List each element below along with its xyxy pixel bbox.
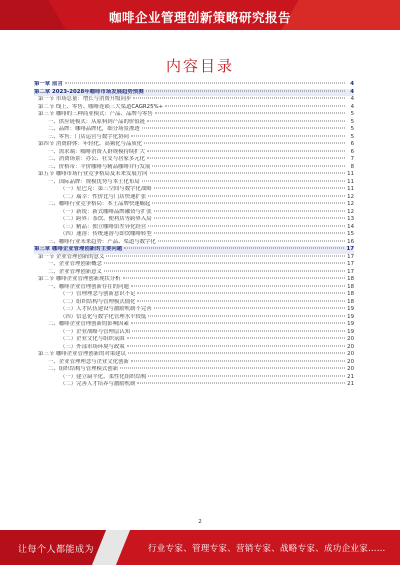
toc-entry-page: 12: [347, 208, 354, 215]
toc-entry[interactable]: [34, 276, 354, 284]
toc-leader-dots: [147, 158, 345, 159]
toc-entry-page: 12: [347, 201, 354, 207]
toc-leader-dots: [152, 203, 345, 204]
header-banner: [0, 0, 400, 30]
toc-leader-dots: [127, 345, 345, 346]
toc-entry[interactable]: [34, 254, 354, 262]
toc-entry-page: 5: [350, 126, 354, 132]
toc-entry-label: 二、咖啡企业管理创新的影响因素: [48, 321, 129, 327]
table-of-contents: [34, 81, 354, 389]
toc-entry[interactable]: [34, 239, 354, 247]
toc-entry-page: 20: [347, 351, 354, 357]
toc-entry[interactable]: [34, 156, 354, 164]
toc-entry-label: 第二节 线上、零售、咖啡连锁三大渠道CAGR25%+: [38, 103, 164, 110]
toc-entry[interactable]: [34, 359, 354, 367]
toc-leader-dots: [131, 323, 345, 324]
toc-entry[interactable]: [34, 284, 354, 292]
toc-entry-label: （一）新锐：新式咖啡品牌融资与扩张: [60, 208, 152, 215]
toc-entry-page: 18: [347, 291, 354, 297]
toc-entry[interactable]: [34, 306, 354, 314]
report-title: 咖啡企业管理创新策略研究报告: [108, 10, 291, 25]
toc-entry-label: 二、企业管理创新意义: [48, 268, 102, 275]
toc-entry-label: 三、零售：门店运营与数字化协同: [48, 133, 129, 140]
toc-entry-page: 7: [350, 156, 354, 162]
toc-entry-page: 4: [350, 81, 354, 87]
toc-entry-label: 第一节 市场总量：增长与消费升级同步: [38, 96, 132, 102]
toc-entry[interactable]: [34, 269, 354, 277]
toc-entry[interactable]: [34, 149, 354, 157]
toc-entry-label: 第二章 2023-2028年咖啡市场发展趋势预测: [34, 88, 144, 95]
toc-entry-page: 18: [347, 283, 354, 290]
toc-entry-label: 一、咖啡企业管理创新存在的问题: [48, 283, 129, 290]
toc-leader-dots: [131, 135, 345, 136]
toc-entry-page: 8: [350, 163, 354, 170]
toc-leader-dots: [158, 240, 345, 241]
toc-leader-dots: [137, 383, 345, 384]
toc-entry-page: 6: [350, 148, 354, 155]
toc-entry-page: 18: [347, 276, 354, 282]
toc-entry-page: 16: [347, 238, 354, 245]
toc-leader-dots: [165, 105, 345, 106]
toc-entry-page: 20: [347, 366, 354, 372]
toc-entry-page: 5: [350, 118, 354, 125]
toc-leader-dots: [104, 270, 345, 271]
toc-leader-dots: [106, 255, 345, 256]
toc-leader-dots: [154, 233, 345, 234]
toc-entry[interactable]: [34, 126, 354, 134]
toc-entry-page: 19: [347, 321, 354, 327]
toc-entry-label: （一）建立扁平化、柔性化组织结构: [60, 373, 147, 380]
toc-entry[interactable]: [34, 344, 354, 352]
toc-entry[interactable]: [34, 179, 354, 187]
toc-leader-dots: [154, 210, 345, 211]
toc-entry[interactable]: [34, 111, 354, 119]
toc-entry-label: （一）企业战略与管理层认知: [60, 328, 131, 335]
toc-entry-page: 17: [347, 268, 354, 275]
toc-entry[interactable]: [34, 81, 354, 89]
toc-entry[interactable]: [34, 119, 354, 127]
toc-leader-dots: [144, 143, 345, 144]
toc-entry-label: 二、咖啡行业竞争格局：本土品牌快速崛起: [48, 201, 151, 207]
toc-entry-label: 一、企业管理理念与企业文化创新: [48, 358, 129, 365]
toc-entry-page: 4: [350, 103, 354, 110]
toc-leader-dots: [137, 293, 345, 294]
toc-leader-dots: [154, 308, 345, 309]
toc-entry-label: （三）人才队伍建设与激励机制不完善: [60, 306, 152, 312]
toc-entry-label: （二）组织结构与管理模式僵化: [60, 298, 136, 305]
toc-entry[interactable]: [34, 314, 354, 322]
toc-leader-dots: [148, 315, 345, 316]
toc-entry-label: 一、供应链模式：从原料到产品的价值链: [48, 118, 146, 125]
toc-entry[interactable]: [34, 104, 354, 112]
toc-entry-page: 11: [347, 178, 354, 185]
toc-entry[interactable]: [34, 246, 354, 254]
toc-leader-dots: [154, 188, 345, 189]
toc-entry[interactable]: [34, 321, 354, 329]
toc-entry[interactable]: [34, 224, 354, 232]
toc-entry-page: 5: [350, 111, 354, 117]
toc-entry[interactable]: [34, 171, 354, 179]
toc-entry-page: 21: [347, 381, 354, 387]
toc-entry-page: 20: [347, 336, 354, 342]
toc-leader-dots: [155, 113, 345, 114]
toc-entry-page: 20: [347, 343, 354, 350]
footer-roles: 行业专家、管理专家、营销专家、战略专家、成功企业家……: [148, 544, 386, 554]
toc-entry-page: 4: [350, 88, 354, 95]
toc-entry-label: （一）管理理念与创新意识不足: [60, 291, 136, 297]
toc-entry-label: （二）企业文化与组织氛围: [60, 336, 125, 342]
toc-entry[interactable]: [34, 231, 354, 239]
toc-leader-dots: [127, 338, 345, 339]
toc-entry-label: 第三节 咖啡企业管理创新的对策建议: [38, 351, 126, 357]
toc-entry[interactable]: [34, 299, 354, 307]
toc-leader-dots: [124, 248, 344, 249]
toc-entry[interactable]: [34, 186, 354, 194]
toc-entry-label: 第五节 咖啡市场行业竞争格局及未来发展方向: [38, 171, 148, 177]
toc-leader-dots: [131, 285, 345, 286]
toc-entry-label: 第三节 咖啡的三种商业模式：产品、品牌与零售: [38, 111, 153, 117]
toc-entry-label: 第三章 咖啡企业管理创新的主要问题: [34, 246, 123, 252]
toc-entry-label: 三、价格带：平价咖啡与精品咖啡并行发展: [48, 163, 151, 170]
toc-entry-label: （一）星巴克：第三空间与数字化战略: [60, 186, 152, 192]
toc-leader-dots: [137, 300, 345, 301]
toc-entry-page: 11: [347, 171, 354, 177]
toc-entry-label: （二）跨界：茶饮、便利店等跨界入局: [60, 216, 152, 222]
toc-entry[interactable]: [34, 216, 354, 224]
toc-entry-label: 第二节 咖啡企业管理创新现状分析: [38, 276, 121, 282]
toc-entry[interactable]: [34, 351, 354, 359]
toc-entry[interactable]: [34, 374, 354, 382]
toc-entry[interactable]: [34, 194, 354, 202]
toc-entry-label: 三、咖啡行业未来趋势：产品、渠道与数字化: [48, 238, 156, 245]
toc-entry[interactable]: [34, 381, 354, 389]
toc-entry-page: 6: [350, 141, 354, 147]
toc-entry-label: 第一节 企业管理创新的意义: [38, 253, 105, 260]
toc-entry-page: 12: [347, 193, 354, 200]
toc-leader-dots: [148, 375, 345, 376]
toc-leader-dots: [142, 128, 345, 129]
footer-banner: [0, 530, 400, 565]
toc-entry[interactable]: [34, 96, 354, 104]
footer-slogan: 让每个人都能成为: [18, 545, 95, 555]
toc-entry-page: 4: [350, 96, 354, 102]
toc-entry-label: （三）精品：独立咖啡馆差异化经营: [60, 223, 147, 230]
toc-entry-label: （二）瑞幸：性价比与门店快速扩张: [60, 193, 147, 200]
toc-leader-dots: [133, 98, 345, 99]
toc-entry-page: 19: [347, 313, 354, 320]
toc-entry-page: 5: [350, 133, 354, 140]
toc-entry-page: 17: [346, 246, 354, 252]
toc-entry-page: 14: [347, 223, 354, 230]
toc-entry-label: 二、组织结构与管理模式创新: [48, 366, 119, 372]
toc-entry-page: 18: [347, 298, 354, 305]
toc-leader-dots: [65, 83, 345, 84]
toc-leader-dots: [146, 90, 345, 91]
toc-heading: 内容目录: [165, 57, 234, 75]
toc-leader-dots: [123, 278, 345, 279]
toc-entry[interactable]: [34, 209, 354, 217]
toc-entry[interactable]: [34, 329, 354, 337]
toc-entry-label: （四）信息化与数字化管理水平较低: [60, 313, 147, 320]
toc-entry[interactable]: [34, 366, 354, 374]
toc-entry[interactable]: [34, 201, 354, 209]
toc-leader-dots: [148, 195, 345, 196]
toc-entry[interactable]: [34, 89, 354, 97]
toc-leader-dots: [131, 360, 345, 361]
toc-entry[interactable]: [34, 336, 354, 344]
toc-entry[interactable]: [34, 141, 354, 149]
toc-entry-label: 一、企业管理创新概念: [48, 261, 102, 267]
toc-entry-page: 15: [347, 231, 354, 237]
toc-leader-dots: [150, 173, 345, 174]
toc-entry-label: 一、需求端：咖啡消费人群规模持续扩大: [48, 148, 146, 155]
toc-entry[interactable]: [34, 261, 354, 269]
toc-leader-dots: [147, 120, 345, 121]
toc-leader-dots: [148, 225, 345, 226]
toc-leader-dots: [152, 165, 345, 166]
toc-entry-page: 17: [347, 253, 354, 260]
toc-entry-page: 21: [347, 373, 354, 380]
toc-entry-label: （四）速溶：传统速溶与即饮咖啡转型: [60, 231, 152, 237]
toc-leader-dots: [147, 150, 345, 151]
toc-entry-page: 17: [347, 261, 354, 267]
toc-entry-label: （三）外部市场环境与政策: [60, 343, 125, 350]
toc-entry-page: 13: [347, 216, 354, 222]
page-number: 2: [198, 519, 202, 525]
toc-leader-dots: [120, 368, 345, 369]
toc-entry-label: 第四节 消费群体：年轻化、高频化与品质化: [38, 141, 143, 147]
toc-leader-dots: [104, 263, 345, 264]
toc-entry-label: 二、品牌：咖啡品牌化，细分场景渗透: [48, 126, 140, 132]
toc-entry[interactable]: [34, 291, 354, 299]
toc-leader-dots: [132, 330, 345, 331]
toc-entry-label: （二）完善人才培养与激励机制: [60, 381, 136, 387]
toc-leader-dots: [154, 218, 345, 219]
toc-entry-label: 第一章 前言: [34, 81, 63, 87]
toc-entry-label: 一、国际品牌：规模优势与本土化布局: [48, 178, 140, 185]
toc-entry-label: 二、消费场景：办公、社交与居家多元化: [48, 156, 146, 162]
toc-leader-dots: [142, 180, 345, 181]
toc-leader-dots: [128, 353, 345, 354]
toc-entry-page: 19: [347, 306, 354, 312]
toc-entry[interactable]: [34, 164, 354, 172]
toc-entry-page: 20: [347, 358, 354, 365]
toc-entry-page: 11: [347, 186, 354, 192]
toc-entry-page: 19: [347, 328, 354, 335]
toc-entry[interactable]: [34, 134, 354, 142]
